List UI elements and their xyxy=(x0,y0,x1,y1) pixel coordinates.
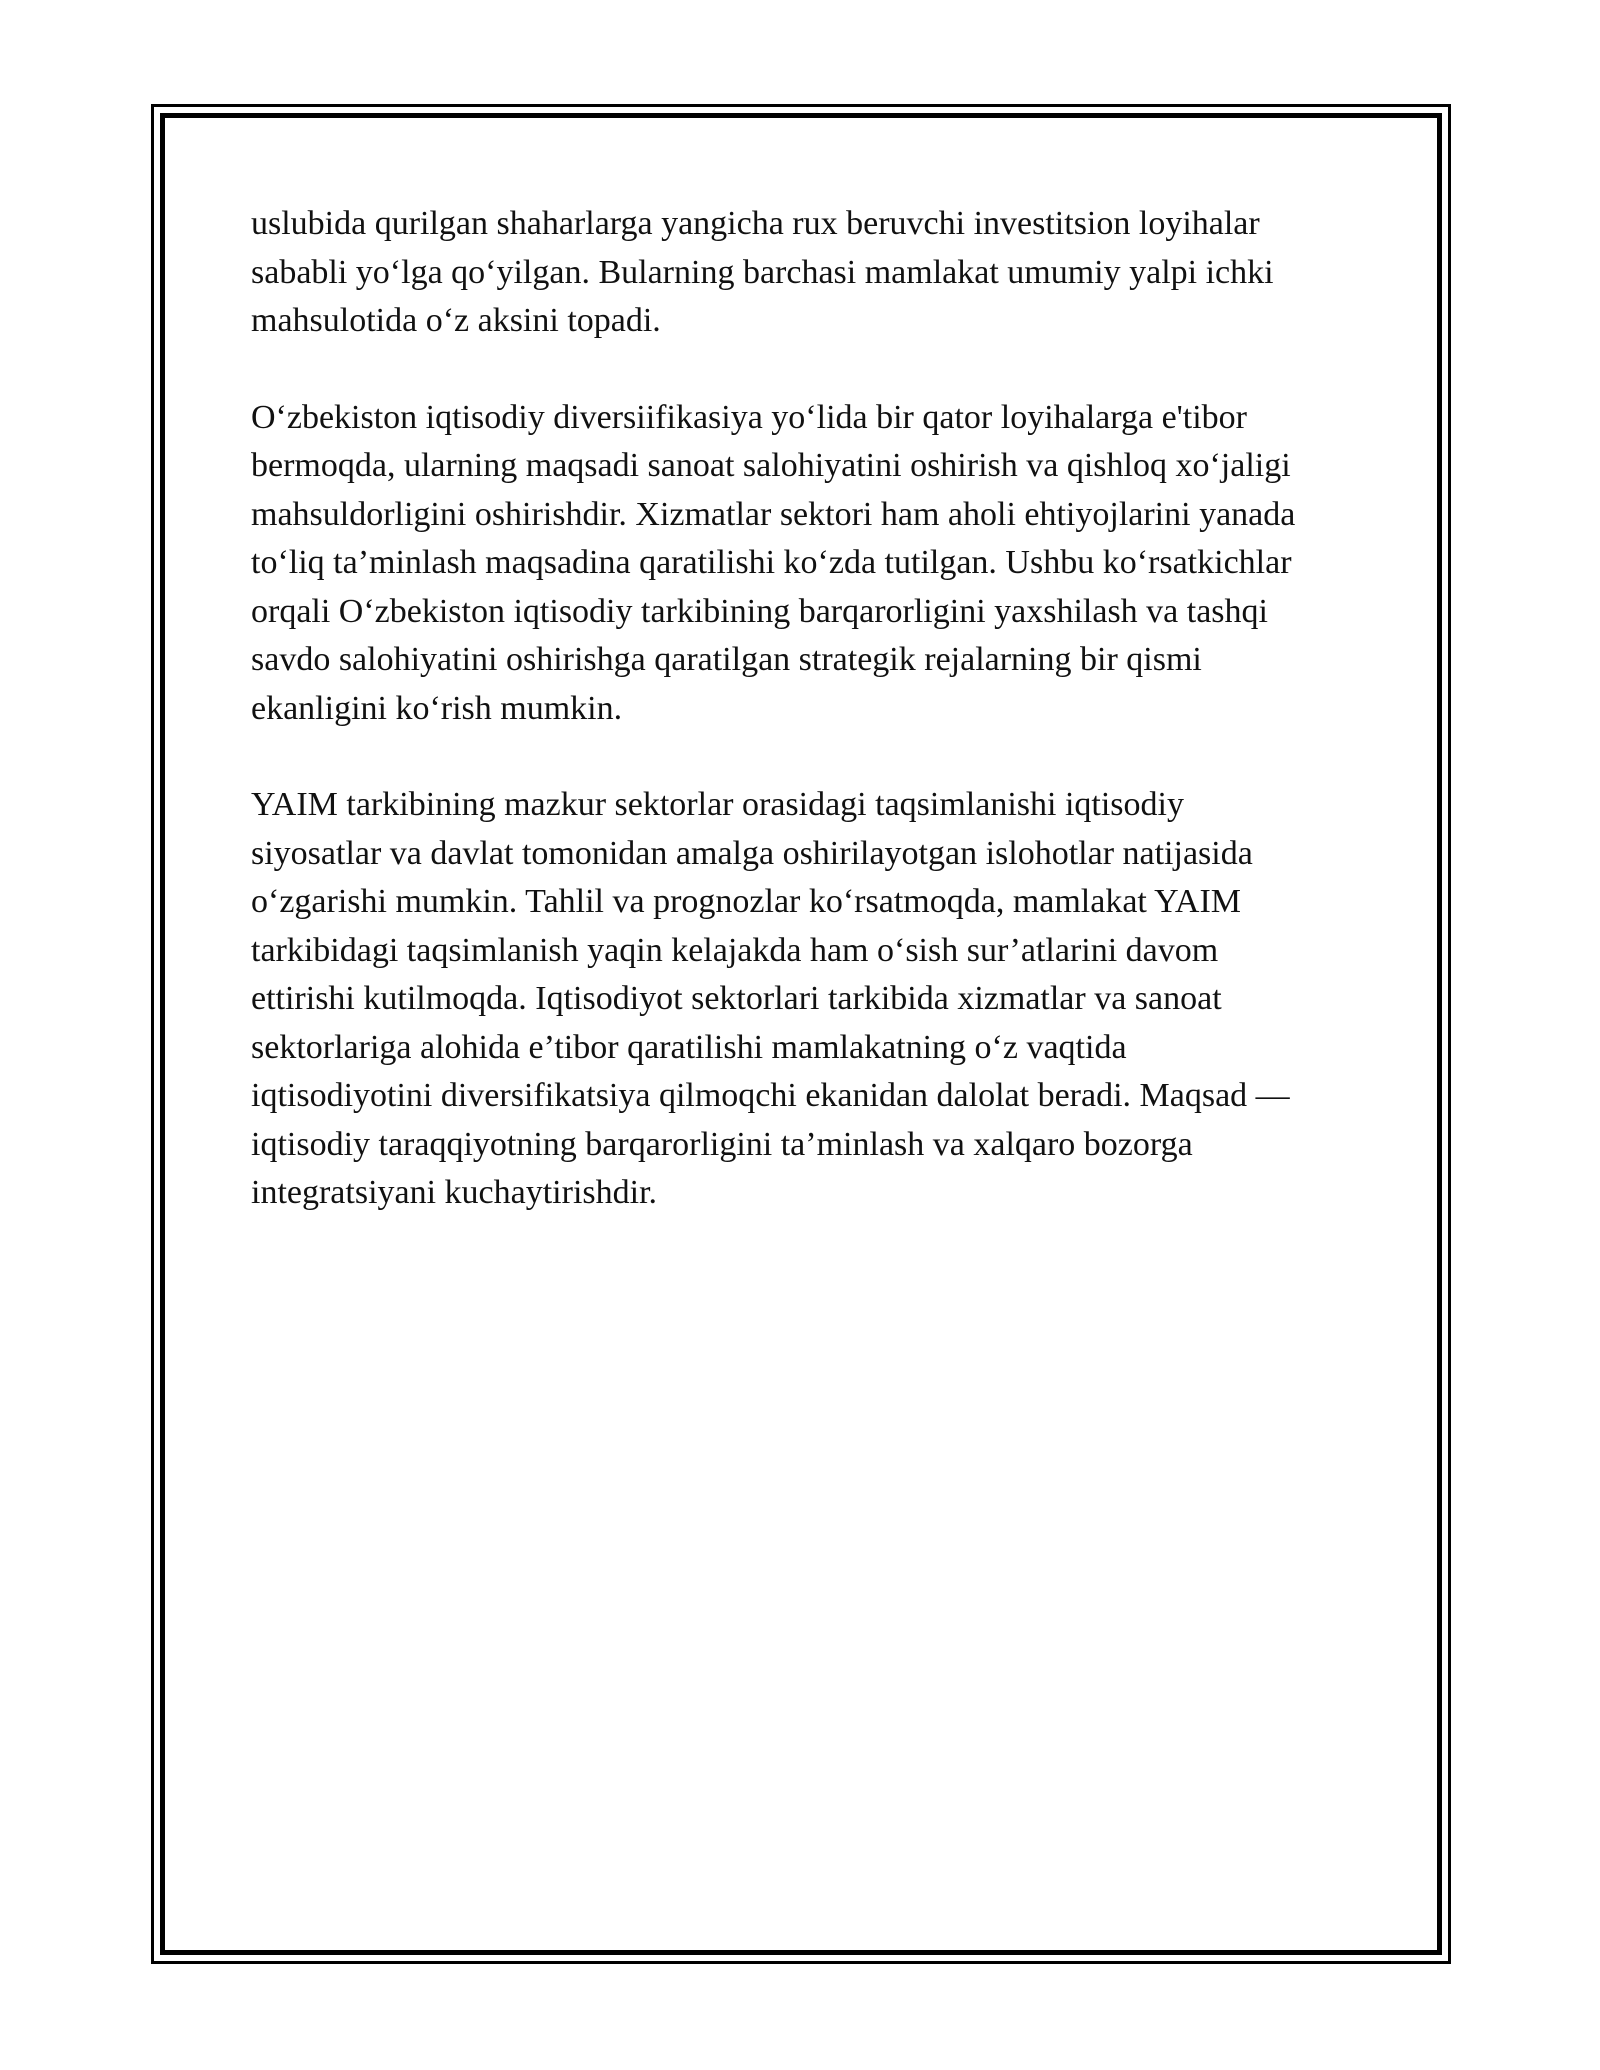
page-border-outer xyxy=(151,104,1451,1964)
page-border-inner xyxy=(160,113,1442,1955)
document-body xyxy=(251,200,1379,1266)
paragraph-3: YAIM tarkibining mazkur sektorlar orasidagi taqsimlanishi iqtisodiy siyosatlar va davlat tomonidan amalga oshirilayotgan islohotlar natijasida o‘zgarishi mumkin. Tahlil va prognozlar ko‘rsatmoqda, mamlakat YAIM tarkibidagi taqsimlanish yaqin kelajakda ham o‘sish sur’atlarini davom ettirishi kutilmoqda. Iqtisodiyot sektorlari tarkibida xizmatlar va sanoat sektorlariga alohida e’tibor qaratilishi mamlakatning o‘z vaqtida iqtisodiyotini diversifikatsiya qilmoqchi ekanidan dalolat beradi. Maqsad — iqtisodiy taraqqiyotning barqarorligini ta’minlash va xalqaro bozorga integratsiyani kuchaytirishdir. xyxy=(251,786,1290,1211)
paragraph-2: O‘zbekiston iqtisodiy diversiifikasiya yo‘lida bir qator loyihalarga e'tibor bermoqda, ularning maqsadi sanoat salohiyatini oshirish va qishloq xo‘jaligi mahsuldorligini oshirishdir. Xizmatlar sektori ham aholi ehtiyojlarini yanada to‘liq ta’minlash maqsadina qaratilishi ko‘zda tutilgan. Ushbu ko‘rsatkichlar orqali O‘zbekiston iqtisodiy tarkibining barqarorligini yaxshilash va tashqi savdo salohiyatini oshirishga qaratilgan strategik rejalarning bir qismi ekanligini ko‘rish mumkin. xyxy=(251,398,1296,727)
paragraph-1: uslubida qurilgan shaharlarga yangicha rux beruvchi investitsion loyihalar sababli yo‘lga qo‘yilgan. Bularning barchasi mamlakat umumiy yalpi ichki mahsulotida o‘z aksini topadi. xyxy=(251,205,1274,339)
